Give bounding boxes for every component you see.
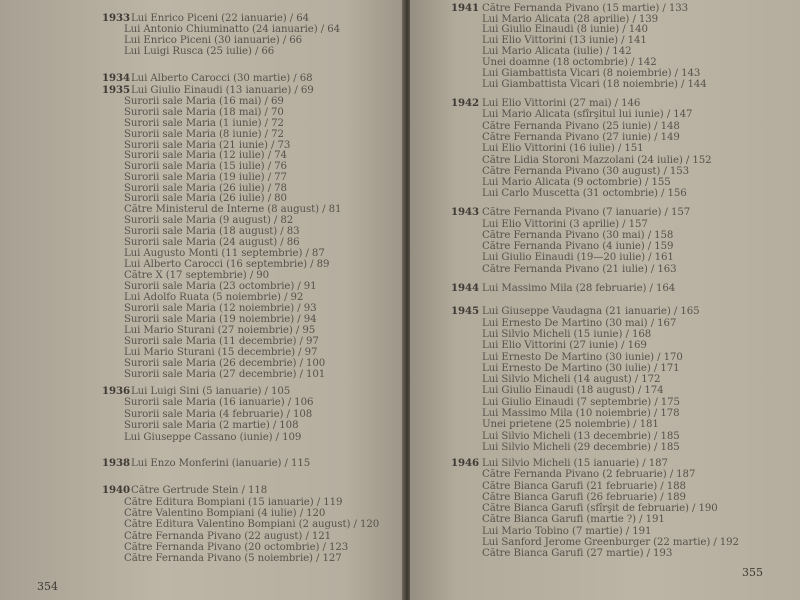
- letter-entry: Lui Sanford Jerome Greenburger (22 martie) / 192: [482, 537, 739, 548]
- letter-entry: Către Fernanda Pivano (30 mai) / 158: [482, 230, 674, 241]
- letter-entry: Lui Enzo Monferini (ianuarie) / 115: [131, 458, 311, 469]
- entry-year: 1934: [102, 72, 130, 84]
- letter-entry: Către Valentino Bompiani (4 iulie) / 120: [124, 508, 326, 519]
- entry-year: 1938: [102, 457, 130, 469]
- letter-entry: Către Editura Bompiani (15 ianuarie) / 119: [124, 497, 343, 508]
- letter-entry: Unei prietene (25 noiembrie) / 181: [482, 419, 659, 430]
- letter-entry: Către Bianca Garufi (27 martie) / 193: [482, 548, 673, 559]
- entry-year: 1935: [102, 84, 130, 96]
- letter-entry: Lui Silvio Micheli (13 decembrie) / 185: [482, 431, 680, 442]
- letter-entry: Lui Giulio Einaudi (7 septembrie) / 175: [482, 397, 680, 408]
- entry-year: 1946: [451, 457, 479, 469]
- letter-entry: Surorii sale Maria (1 iunie) / 72: [124, 118, 284, 129]
- letter-entry: Surorii sale Maria (23 octombrie) / 91: [124, 281, 317, 292]
- entry-year: 1943: [451, 206, 479, 218]
- entry-year: 1941: [451, 2, 479, 14]
- letter-entry: Către Fernanda Pivano (20 octombrie) / 123: [124, 542, 349, 553]
- letter-entry: Către Fernanda Pivano (4 iunie) / 159: [482, 241, 674, 252]
- letter-entry: Către X (17 septembrie) / 90: [124, 270, 270, 281]
- page-number: 354: [37, 580, 58, 593]
- letter-entry: Surorii sale Maria (8 iunie) / 72: [124, 129, 284, 140]
- letter-entry: Către Fernanda Pivano (2 februarie) / 187: [482, 469, 696, 480]
- letter-entry: Lui Elio Vittorini (13 iunie) / 141: [482, 35, 647, 46]
- letter-entry: Către Fernanda Pivano (7 ianuarie) / 157: [482, 207, 691, 218]
- letter-entry: Surorii sale Maria (12 noiembrie) / 93: [124, 303, 317, 314]
- letter-entry: Către Bianca Garufi (26 februarie) / 189: [482, 492, 686, 503]
- letter-entry: Surorii sale Maria (19 noiembrie) / 94: [124, 314, 317, 325]
- letter-entry: Către Bianca Garufi (21 februarie) / 188: [482, 481, 686, 492]
- letter-entry: Către Fernanda Pivano (5 noiembrie) / 127: [124, 553, 342, 564]
- letter-entry: Lui Silvio Micheli (14 august) / 172: [482, 374, 661, 385]
- letter-entry: Către Fernanda Pivano (27 iunie) / 149: [482, 132, 680, 143]
- letter-entry: Către Fernanda Pivano (22 august) / 121: [124, 531, 332, 542]
- letter-entry: Lui Mario Tobino (7 martie) / 191: [482, 526, 652, 537]
- letter-entry: Lui Augusto Monti (11 septembrie) / 87: [124, 248, 325, 259]
- letter-entry: Lui Giuseppe Vaudagna (21 ianuarie) / 165: [482, 306, 700, 317]
- letter-entry: Lui Elio Vittorini (27 iunie) / 169: [482, 340, 647, 351]
- letter-entry: Surorii sale Maria (26 iulie) / 80: [124, 193, 287, 204]
- page-number: 355: [742, 566, 763, 579]
- letter-entry: Surorii sale Maria (15 iulie) / 76: [124, 161, 287, 172]
- letter-entry: Surorii sale Maria (11 decembrie) / 97: [124, 336, 319, 347]
- letter-entry: Lui Mario Alicata (9 octombrie) / 155: [482, 177, 671, 188]
- letter-entry: Către Editura Valentino Bompiani (2 august) / 120: [124, 519, 380, 530]
- entry-year: 1936: [102, 385, 130, 397]
- letter-entry: Lui Mario Sturani (15 decembrie) / 97: [124, 347, 318, 358]
- letter-entry: Lui Elio Vittorini (27 mai) / 146: [482, 98, 641, 109]
- letter-entry: Surorii sale Maria (16 mai) / 69: [124, 96, 284, 107]
- letter-entry: Lui Luigi Sini (5 ianuarie) / 105: [131, 386, 291, 397]
- letter-entry: Surorii sale Maria (4 februarie) / 108: [124, 409, 313, 420]
- letter-entry: Lui Enrico Piceni (22 ianuarie) / 64: [131, 13, 310, 24]
- entry-year: 1940: [102, 484, 130, 496]
- letter-entry: Surorii sale Maria (21 iunie) / 73: [124, 140, 291, 151]
- letter-entry: Lui Giambattista Vicari (18 noiembrie) / 144: [482, 79, 707, 90]
- letter-entry: Surorii sale Maria (12 iulie) / 74: [124, 150, 287, 161]
- letter-entry: Lui Silvio Micheli (29 decembrie) / 185: [482, 442, 680, 453]
- entry-year: 1942: [451, 97, 479, 109]
- letter-entry: Lui Massimo Mila (10 noiembrie) / 178: [482, 408, 680, 419]
- letter-entry: Către Lidia Storoni Mazzolani (24 iulie) / 152: [482, 155, 712, 166]
- letter-entry: Lui Giulio Einaudi (13 ianuarie) / 69: [131, 85, 314, 96]
- letter-entry: Lui Mario Alicata (sfîrşitul lui iunie) / 147: [482, 109, 693, 120]
- letter-entry: Lui Antonio Chiuminatto (24 ianuarie) / 64: [124, 24, 340, 35]
- letter-entry: Surorii sale Maria (19 iulie) / 77: [124, 172, 287, 183]
- letter-entry: Surorii sale Maria (26 iulie) / 78: [124, 183, 287, 194]
- letter-entry: Către Bianca Garufi (sfîrşit de februarie) / 190: [482, 503, 718, 514]
- letter-entry: Surorii sale Maria (18 august) / 83: [124, 226, 300, 237]
- letter-entry: Lui Adolfo Ruata (5 noiembrie) / 92: [124, 292, 304, 303]
- letter-entry: Către Gertrude Stein / 118: [131, 485, 268, 496]
- letter-entry: Lui Alberto Carocci (16 septembrie) / 89: [124, 259, 330, 270]
- letter-entry: Lui Massimo Mila (28 februarie) / 164: [482, 283, 676, 294]
- letter-entry: Lui Elio Vittorini (3 aprilie) / 157: [482, 219, 648, 230]
- letter-entry: Lui Silvio Micheli (15 iunie) / 168: [482, 329, 652, 340]
- letter-entry: Către Bianca Garufi (martie ?) / 191: [482, 514, 665, 525]
- letter-entry: Lui Ernesto De Martino (30 iulie) / 171: [482, 363, 680, 374]
- letter-entry: Lui Alberto Carocci (30 martie) / 68: [131, 73, 313, 84]
- letter-entry: Lui Enrico Piceni (30 ianuarie) / 66: [124, 35, 303, 46]
- letter-entry: Lui Giambattista Vicari (8 noiembrie) / 143: [482, 68, 701, 79]
- letter-entry: Către Fernanda Pivano (21 iulie) / 163: [482, 264, 677, 275]
- letter-entry: Surorii sale Maria (16 ianuarie) / 106: [124, 397, 314, 408]
- letter-entry: Lui Giulio Einaudi (19—20 iulie) / 161: [482, 252, 674, 263]
- letter-entry: Lui Mario Sturani (27 noiembrie) / 95: [124, 325, 316, 336]
- letter-entry: Către Ministerul de Interne (8 august) / 81: [124, 204, 342, 215]
- letter-entry: Către Fernanda Pivano (30 august) / 153: [482, 166, 690, 177]
- letter-entry: Către Fernanda Pivano (25 iunie) / 148: [482, 121, 680, 132]
- letter-entry: Lui Giuseppe Cassano (iunie) / 109: [124, 432, 302, 443]
- entry-year: 1933: [102, 12, 130, 24]
- right-page: [410, 0, 800, 600]
- letter-entry: Surorii sale Maria (24 august) / 86: [124, 237, 300, 248]
- letter-entry: Lui Elio Vittorini (16 iulie) / 151: [482, 143, 644, 154]
- entry-year: 1944: [451, 282, 479, 294]
- letter-entry: Lui Mario Alicata (iulie) / 142: [482, 46, 632, 57]
- letter-entry: Lui Ernesto De Martino (30 mai) / 167: [482, 318, 677, 329]
- letter-entry: Surorii sale Maria (18 mai) / 70: [124, 107, 284, 118]
- letter-entry: Lui Giulio Einaudi (8 iunie) / 140: [482, 24, 648, 35]
- letter-entry: Lui Luigi Rusca (25 iulie) / 66: [124, 46, 275, 57]
- letter-entry: Lui Carlo Muscetta (31 octombrie) / 156: [482, 188, 687, 199]
- letter-entry: Surorii sale Maria (9 august) / 82: [124, 215, 294, 226]
- letter-entry: Lui Mario Alicata (28 aprilie) / 139: [482, 14, 659, 25]
- letter-entry: Către Fernanda Pivano (15 martie) / 133: [482, 3, 689, 14]
- letter-entry: Surorii sale Maria (2 martie) / 108: [124, 420, 299, 431]
- letter-entry: Lui Ernesto De Martino (30 iunie) / 170: [482, 352, 683, 363]
- letter-entry: Unei doamne (18 octombrie) / 142: [482, 57, 657, 68]
- letter-entry: Lui Silvio Micheli (15 ianuarie) / 187: [482, 458, 668, 469]
- entry-year: 1945: [451, 305, 479, 317]
- letter-entry: Surorii sale Maria (27 decembrie) / 101: [124, 369, 326, 380]
- letter-entry: Lui Giulio Einaudi (18 august) / 174: [482, 385, 664, 396]
- letter-entry: Surorii sale Maria (26 decembrie) / 100: [124, 358, 326, 369]
